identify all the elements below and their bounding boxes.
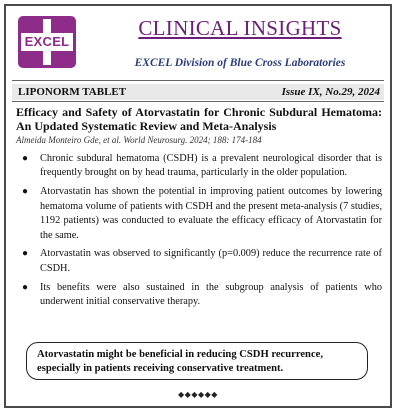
logo-text: EXCEL bbox=[24, 34, 70, 49]
article-citation: Almeida Monteiro Gde, et al. World Neurosurg. 2024; 188: 174-184 bbox=[16, 135, 262, 145]
list-item-text: Atorvastatin was observed to significantly (p=0.009) reduce the recurrence rate of CSDH. bbox=[40, 248, 382, 274]
article-title: Efficacy and Safety of Atorvastatin for Chronic Subdural Hematoma: An Updated Systematic Review and Meta-Analysis bbox=[16, 105, 382, 133]
issue-info: Issue IX, No.29, 2024 bbox=[281, 86, 380, 98]
list-item-text: Chronic subdural hematoma (CSDH) is a prevalent neurological disorder that is frequently brought on by head trauma, particularly in the older population. bbox=[40, 153, 382, 179]
bullet-icon: ● bbox=[22, 186, 29, 198]
header bbox=[6, 6, 390, 76]
divider-top bbox=[12, 80, 384, 81]
division-subtitle: EXCEL Division of Blue Cross Laboratories bbox=[134, 57, 346, 69]
newsletter-page bbox=[4, 4, 392, 408]
excel-logo bbox=[18, 16, 76, 68]
conclusion-box: Atorvastatin might be beneficial in reducing CSDH recurrence, especially in patients receiving conservative treatment. bbox=[26, 342, 368, 380]
list-item bbox=[16, 152, 382, 181]
diamond-ornament-icon: ◆◆◆◆◆◆ bbox=[178, 390, 218, 399]
bullet-icon: ● bbox=[22, 281, 29, 293]
meta-bar bbox=[12, 84, 384, 100]
list-item-text: Its benefits were also sustained in the subgroup analysis of patients who underwent initial conservative therapy. bbox=[40, 281, 382, 308]
list-item bbox=[16, 247, 382, 276]
page-title: CLINICAL INSIGHTS bbox=[138, 16, 342, 40]
product-name: LIPONORM TABLET bbox=[18, 86, 127, 98]
key-points-list bbox=[16, 152, 382, 314]
divider-bottom bbox=[12, 101, 384, 102]
list-item bbox=[16, 185, 382, 243]
list-item bbox=[16, 281, 382, 310]
list-item-text: Atorvastatin has shown the potential in improving patient outcomes by lowering hematoma volume of patients with CSDH and the present meta-analysis (7 studies, 1192 patients) was conducted to evaluate the efficacy efficacy of Atorvastatin for the same. bbox=[40, 186, 383, 241]
bullet-icon: ● bbox=[22, 248, 29, 260]
bullet-icon: ● bbox=[22, 153, 29, 164]
